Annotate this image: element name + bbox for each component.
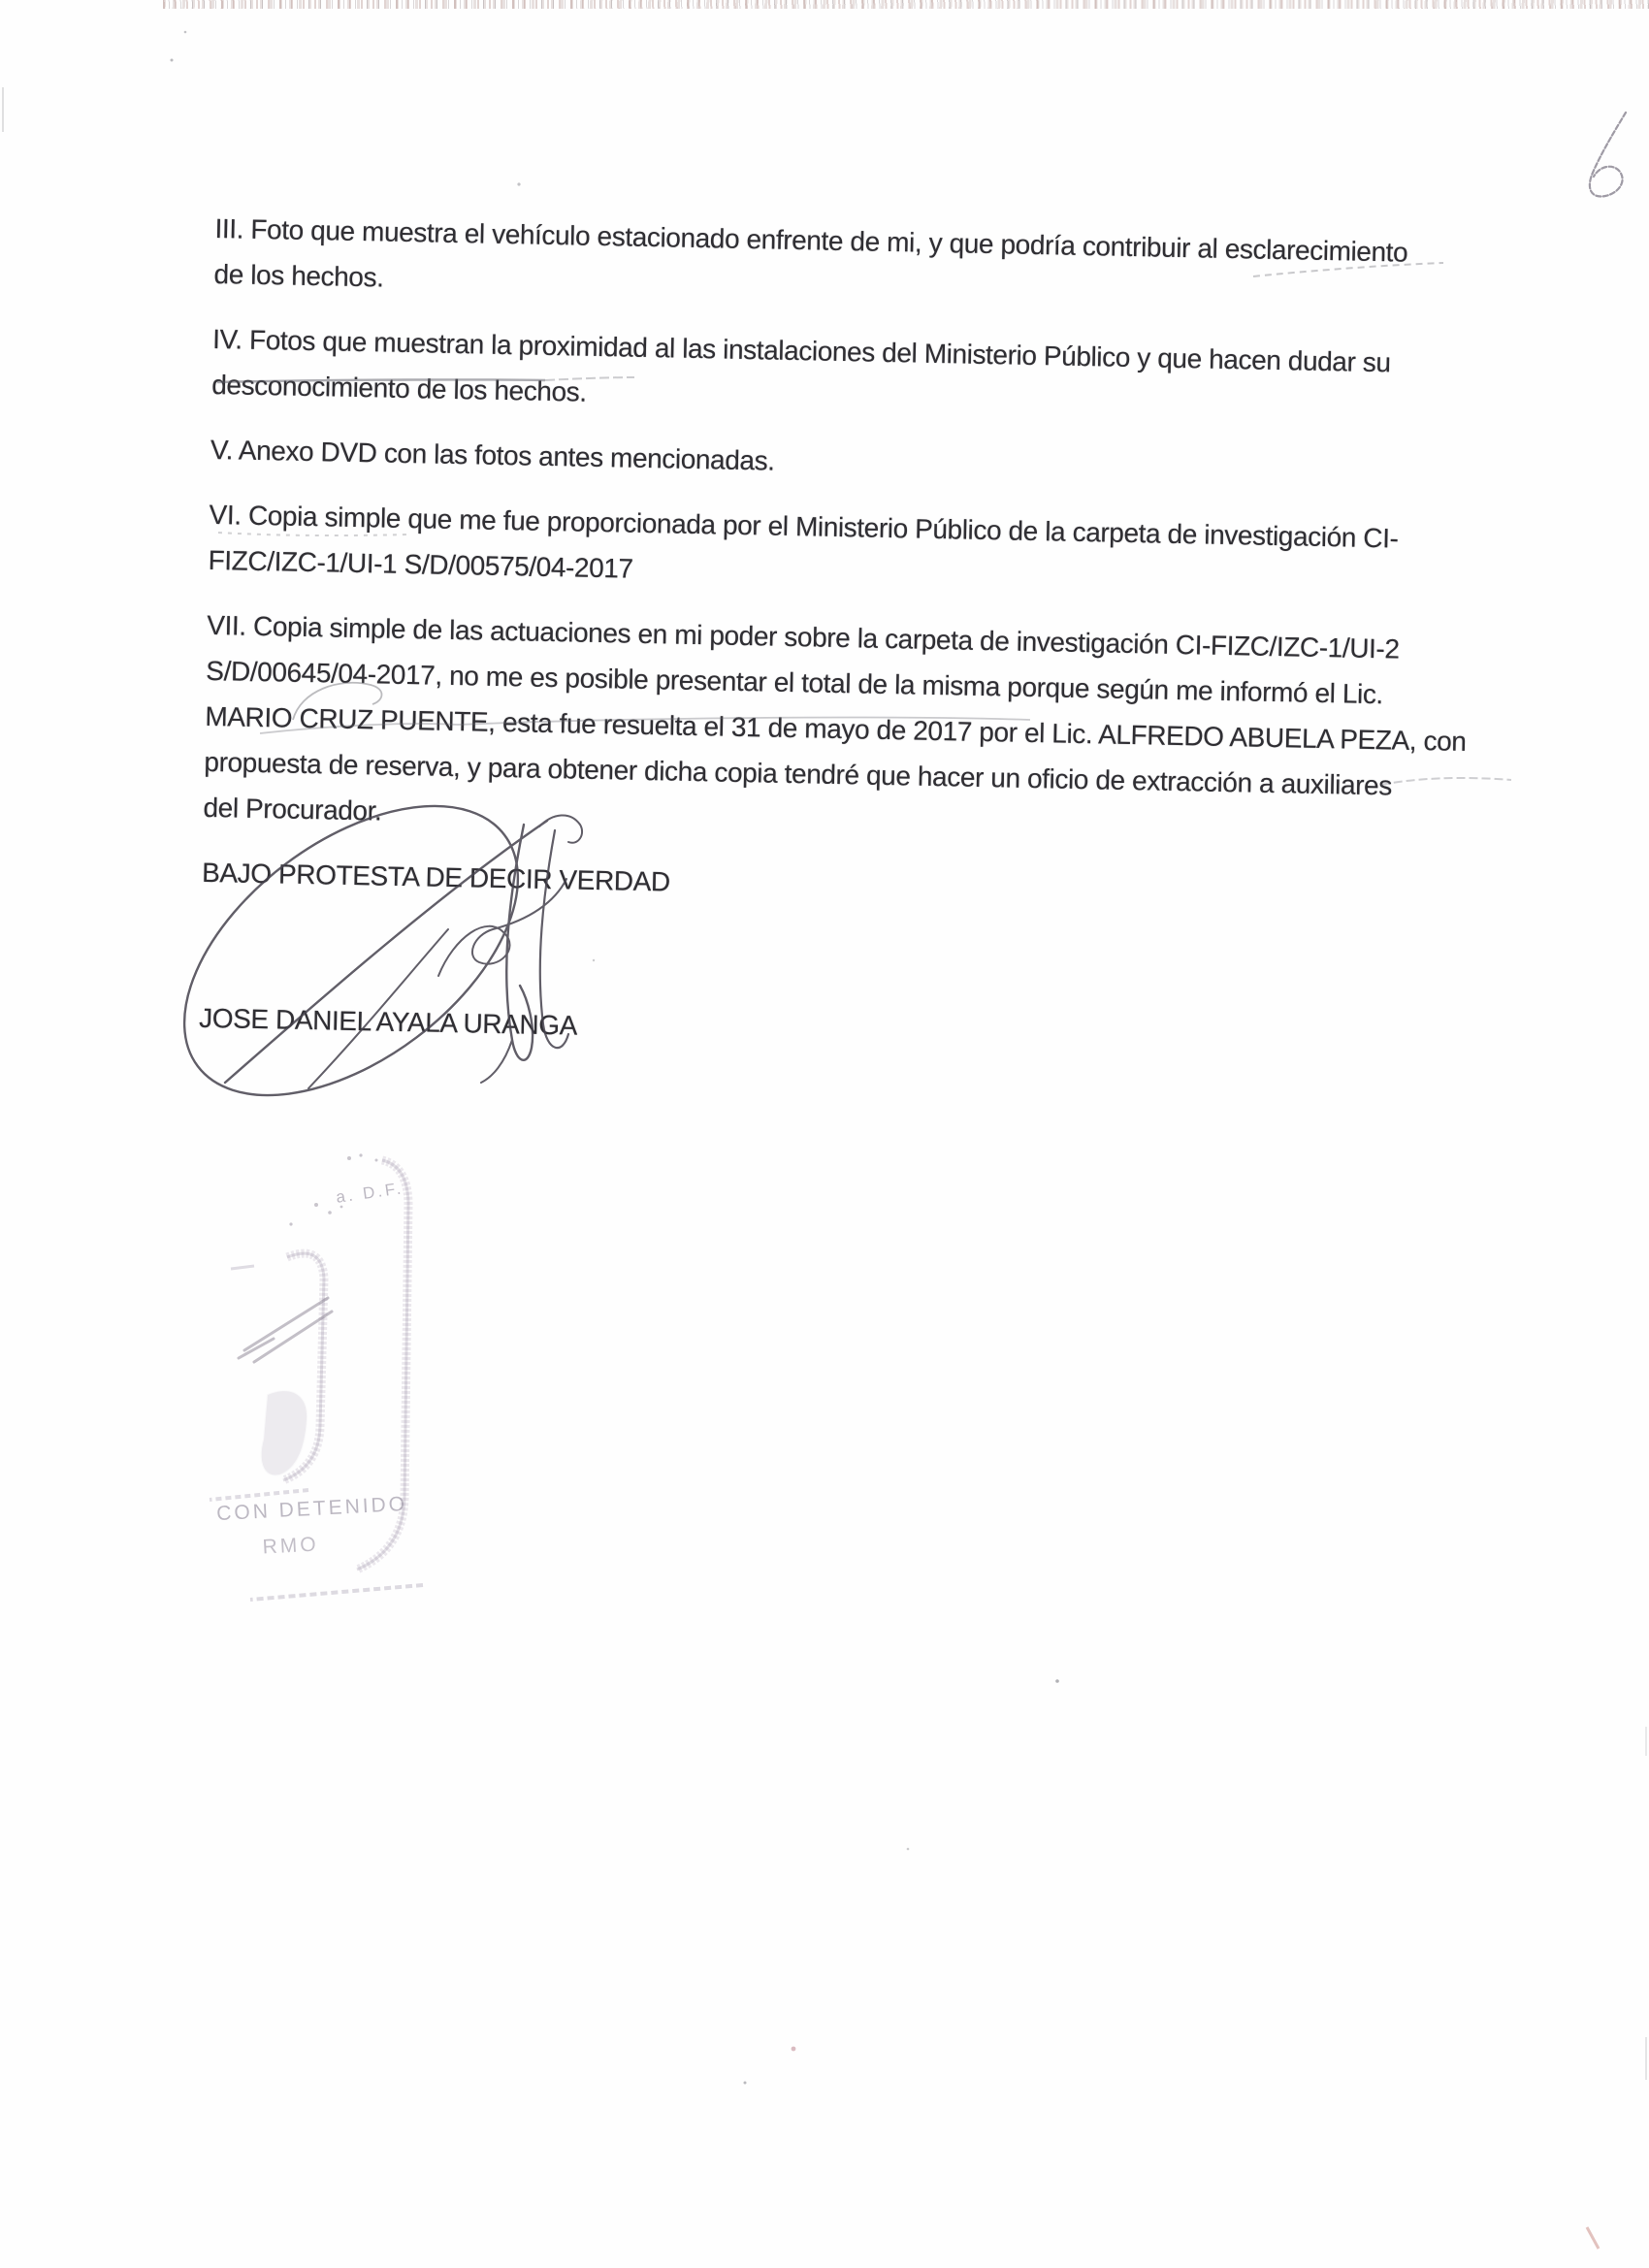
stamp-fragment-top: a. D.F.	[335, 1179, 405, 1207]
paragraph-vii: VII. Copia simple de las actuaciones en mi poder sobre la carpeta de investigación CI-FIZC/IZC-1/UI-2 S/D/00645/04-2017, no me es posible presentar el total de la misma porque según me informó el Lic. MARIO CRUZ PUENTE, esta fue resuelta el 31 de mayo de 2017 por el Lic. ALFREDO ABUELA PEZA, con propuesta de reserva, y para obtener dicha copia tendré que hacer un oficio de extracción a auxiliares del Procurador.	[203, 609, 1467, 826]
paragraph-vi: VI. Copia simple que me fue proporcionada por el Ministerio Público de la carpeta de investigación CI- FIZC/IZC-1/UI-1 S/D/00575/04-2017	[208, 499, 1399, 584]
stamp-line-rmo: RMO	[262, 1533, 320, 1559]
paragraph-iv: IV. Fotos que muestran la proximidad al las instalaciones del Ministerio Público y que hacen dudar su desconocimiento de los hechos.	[210, 323, 1391, 407]
scan-top-edge-artifact	[163, 0, 1649, 9]
paragraph-iii: III. Foto que muestra el vehículo estacionado enfrente de mi, y que podría contribuir al esclarecimiento de los hechos.	[213, 212, 1408, 293]
signatory-name: JOSE DANIEL AYALA URANGA	[198, 1002, 578, 1041]
document-body	[199, 206, 1593, 1068]
stamp-line-con-detenido: CON DETENIDO	[215, 1492, 408, 1526]
ink-stamp	[210, 1153, 423, 1600]
oath-line: BAJO PROTESTA DE DECIR VERDAD	[201, 857, 671, 897]
handwritten-page-number	[1590, 113, 1626, 196]
paragraph-v: V. Anexo DVD con las fotos antes mencionadas.	[210, 434, 775, 476]
